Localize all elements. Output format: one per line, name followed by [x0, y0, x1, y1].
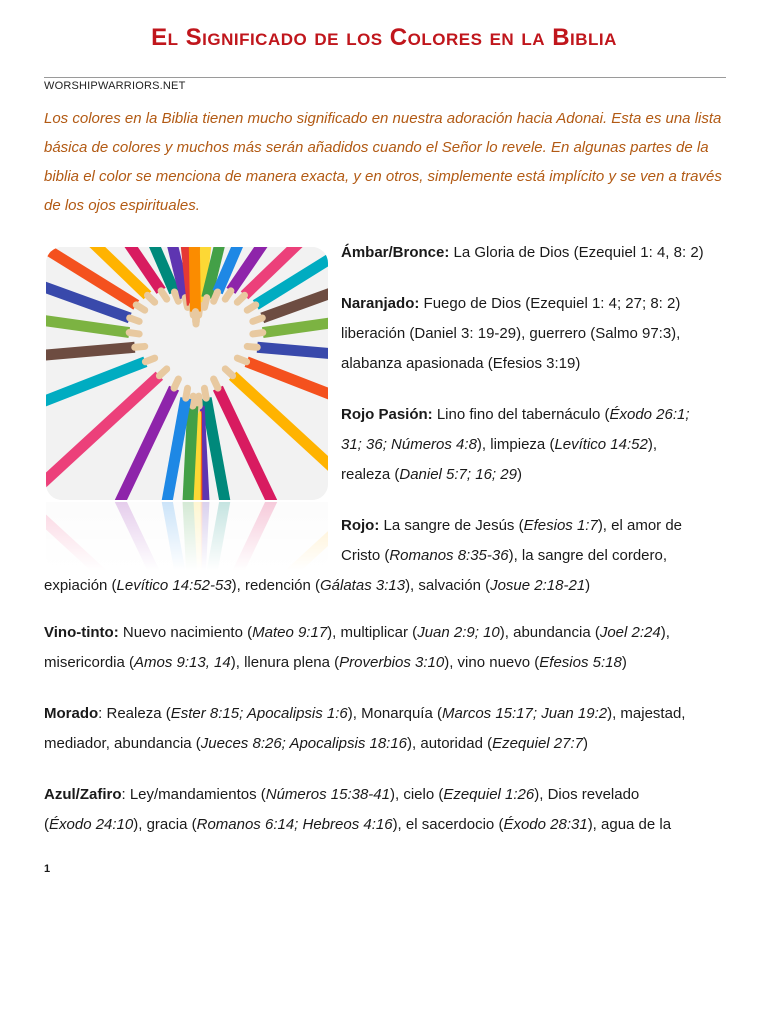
entry-vino-tinto-line2: misericordia (Amos 9:13, 14), llenura plena (Proverbios 3:10), vino nuevo (Efesios 5:18) [44, 654, 627, 671]
pencil-tip [253, 318, 262, 321]
pencil-tip [136, 305, 144, 310]
entry-azul-zafiro-line2: (Éxodo 24:10), gracia (Romanos 6:14; Hebreos 4:16), el sacerdocio (Éxodo 28:31), agua de la [44, 816, 672, 833]
entry-rojo-pasion: Rojo Pasión: Lino fino del tabernáculo (Éxodo 26:1; [341, 406, 690, 423]
header-divider [44, 77, 726, 78]
pencil-tip [145, 358, 154, 362]
entry-term: Morado [44, 705, 99, 722]
entry-azul-zafiro: Azul/Zafiro: Ley/mandamientos (Números 15:38-41), cielo (Ezequiel 1:26), Dios revelado [44, 786, 640, 803]
intro-line: de los ojos espirituales. [44, 197, 200, 214]
pencil-tip [237, 358, 246, 362]
pencil-tip [161, 291, 167, 299]
page-number: 1 [44, 863, 51, 875]
entry-naranjado-line3: alabanza apasionada (Efesios 3:19) [341, 355, 581, 372]
pencil-tip [130, 318, 139, 321]
intro-paragraph [44, 104, 734, 220]
entry-term: Ámbar/Bronce: [341, 244, 450, 261]
pencil-tip [214, 292, 218, 301]
pencil-tip [237, 295, 244, 302]
pencil-tip [204, 388, 206, 398]
pencil-tip [253, 333, 263, 334]
entry-morado: Morado: Realeza (Ester 8:15; Apocalipsis 1:6), Monarquía (Marcos 15:17; Juan 19:2), majestad, [44, 705, 686, 722]
entry-naranjado: Naranjado: Fuego de Dios (Ezequiel 1: 4; 27; 8: 2) [341, 295, 681, 312]
entry-term: Rojo: [341, 517, 380, 534]
pencil-tip [247, 346, 257, 347]
pencil-tip [225, 369, 232, 376]
entry-rojo: Rojo: La sangre de Jesús (Efesios 1:7), el amor de [341, 517, 683, 534]
pencil-tip [225, 291, 231, 299]
entry-term: Rojo Pasión: [341, 406, 433, 423]
entry-rojo-pasion-line2: 31; 36; Números 4:8), limpieza (Levítico 14:52), [341, 436, 658, 453]
intro-line: biblia el color se menciona de manera exacta, y en otros, simplemente está implícito y se ven a través [44, 168, 722, 185]
entry-morado-line2: mediador, abundancia (Jueces 8:26; Apocalipsis 18:16), autoridad (Ezequiel 27:7) [44, 735, 588, 752]
intro-line: básica de colores y muchos más serán añadidos cuando el Señor lo revele. En algunas partes de la [44, 139, 709, 156]
entry-rojo-line2: Cristo (Romanos 8:35-36), la sangre del cordero, [341, 547, 668, 564]
pencil-tip [186, 388, 188, 398]
entry-vino-tinto: Vino-tinto: Nuevo nacimiento (Mateo 9:17), multiplicar (Juan 2:9; 10), abundancia (Joel 2:24), [44, 624, 670, 641]
entry-term: Azul/Zafiro [44, 786, 122, 803]
pencil-tip [193, 396, 194, 406]
document-title: El Significado de los Colores en la Biblia [151, 24, 617, 51]
pencil-tip [174, 379, 178, 388]
entry-term: Vino-tinto: [44, 624, 119, 641]
pencils-heart-illustration [46, 247, 328, 500]
pencil-tip [135, 346, 145, 347]
pencil-tip [214, 379, 218, 388]
entry-ambar: Ámbar/Bronce: La Gloria de Dios (Ezequiel 1: 4, 8: 2) [341, 244, 704, 261]
entry-rojo-pasion-line3: realeza (Daniel 5:7; 16; 29) [341, 466, 522, 483]
entry-naranjado-line2: liberación (Daniel 3: 19-29), guerrero (Salmo 97:3), [341, 325, 681, 342]
pencil-tip [247, 305, 255, 310]
entry-term: Naranjado: [341, 295, 420, 312]
pencil-tip [204, 298, 206, 308]
pencil-tip [159, 369, 166, 376]
entry-rojo-line3: expiación (Levítico 14:52-53), redención (Gálatas 3:13), salvación (Josue 2:18-21) [44, 577, 591, 594]
pencil-tip [147, 295, 154, 302]
site-name: WORSHIPWARRIORS.NET [44, 80, 186, 92]
pencil [191, 247, 195, 312]
pencil-tip [129, 333, 139, 334]
pencil-tip [174, 292, 178, 301]
intro-line: Los colores en la Biblia tienen mucho significado en nuestra adoración hacia Adonai. Esta es una lista [44, 110, 722, 127]
colored-pencils-heart-image [46, 247, 328, 500]
